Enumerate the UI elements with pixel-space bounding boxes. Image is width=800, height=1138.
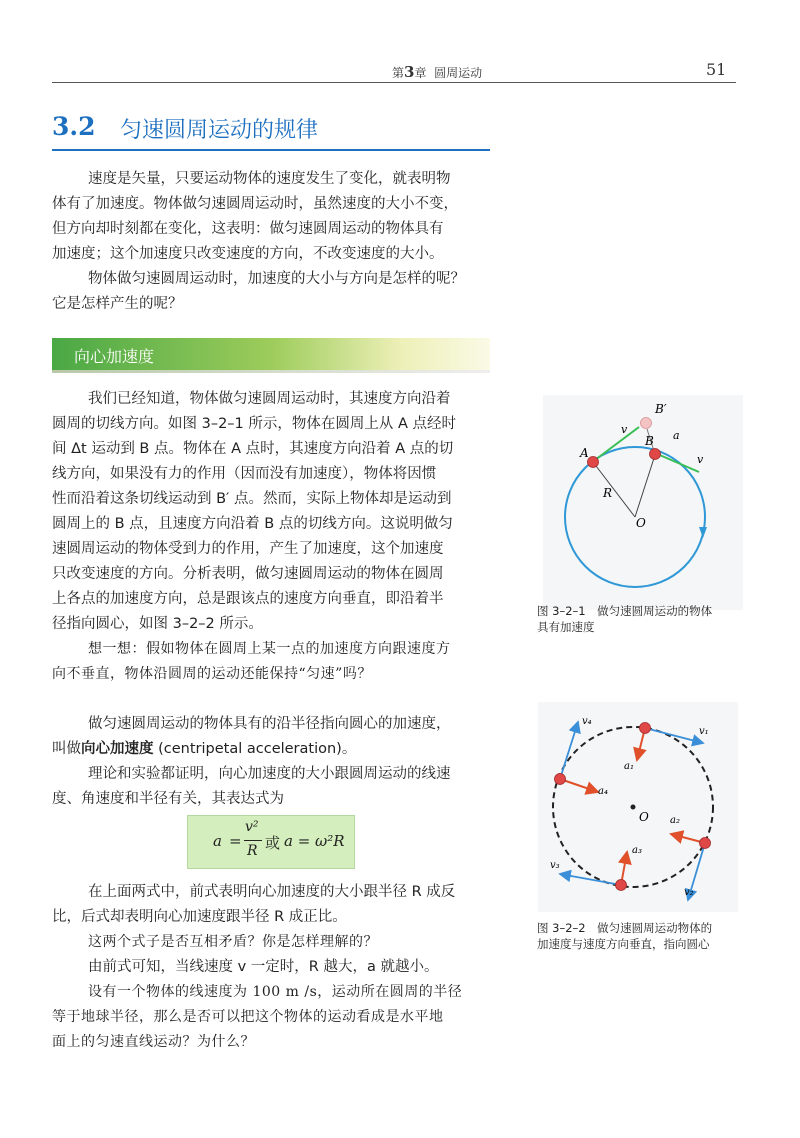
chapter-title: 圆周运动	[434, 66, 483, 80]
question-line: 这两个式子是否互相矛盾？你是怎样理解的？	[88, 934, 378, 950]
definition-line: 做匀速圆周运动的物体具有的沿半径指向圆心的加速度，	[88, 716, 451, 732]
question-line: 等于地球半径，那么是否可以把这个物体的运动看成是水平地	[52, 1009, 444, 1025]
definition-suffix: (centripetal acceleration)。	[153, 741, 357, 757]
formula-numerator: v²	[245, 819, 259, 835]
label-vB: v	[697, 453, 704, 466]
point-B-ball	[650, 449, 661, 460]
section-title: 匀速圆周运动的规律	[120, 118, 319, 143]
theory-line: 度、角速度和半径有关，其表达式为	[52, 791, 284, 807]
body-line: 线方向，如果没有力的作用（因而没有加速度），物体将因惯	[52, 466, 437, 482]
label-a2: a₂	[670, 815, 680, 826]
label-A: A	[580, 446, 589, 460]
section-number: 3.2	[52, 112, 96, 141]
intro-line: 体有了加速度。物体做匀速圆周运动时，虽然速度的大小不变，	[52, 196, 458, 212]
question-line: 设有一个物体的线速度为 100 m /s，运动所在圆周的半径	[88, 984, 463, 1000]
fraction-bar	[244, 840, 262, 841]
label-a4: a₄	[598, 786, 608, 797]
intro-line: 它是怎样产生的呢？	[52, 296, 183, 312]
label-a: a	[673, 429, 680, 442]
question-line: 面上的匀速直线运动？为什么？	[52, 1034, 255, 1050]
formula-eq: =	[229, 832, 242, 850]
intro-line: 速度是矢量，只要运动物体的速度发生了变化，就表明物	[88, 171, 451, 187]
formula-box	[187, 815, 355, 869]
body-line: 我们已经知道，物体做匀速圆周运动时，其速度方向沿着	[88, 391, 451, 407]
center-dot	[631, 805, 636, 810]
point-Bprime-ball	[641, 418, 652, 429]
definition-prefix: 叫做	[52, 741, 81, 757]
label-v2: v₂	[684, 887, 694, 898]
point-A-ball	[588, 457, 599, 468]
label-O: O	[639, 810, 649, 824]
chapter-suffix: 章	[414, 66, 427, 80]
ball-3	[616, 880, 627, 891]
ball-1	[640, 723, 651, 734]
body-line: 间 Δt 运动到 B 点。物体在 A 点时，其速度方向沿着 A 点的切	[52, 441, 454, 457]
body-line: 圆周的切线方向。如图 3–2–1 所示，物体在圆周上从 A 点经时	[52, 416, 457, 432]
body-line: 径指向圆心，如图 3–2–2 所示。	[52, 616, 263, 632]
body-line: 由前式可知，当线速度 v 一定时，R 越大，a 就越小。	[88, 959, 439, 975]
formula-or: 或	[265, 834, 281, 852]
formula-lhs: a	[213, 832, 222, 850]
figure-caption: 加速度与速度方向垂直，指向圆心	[537, 937, 710, 951]
chapter-prefix: 第	[392, 66, 405, 80]
label-v4: v₄	[582, 716, 592, 727]
label-v1: v₁	[699, 726, 709, 737]
figure-caption: 具有加速度	[537, 620, 595, 634]
figure-caption: 图 3–2–1 做匀速圆周运动的物体	[537, 604, 713, 618]
intro-line: 但方向却时刻都在变化，这表明：做匀速圆周运动的物体具有	[52, 221, 444, 237]
after-line: 在上面两式中，前式表明向心加速度的大小跟半径 R 成反	[88, 884, 456, 900]
think-line: 想一想：假如物体在圆周上某一点的加速度方向跟速度方	[88, 641, 451, 657]
body-line: 圆周上的 B 点，且速度方向沿着 B 点的切线方向。这说明做匀	[52, 516, 453, 532]
after-line: 比，后式却表明向心加速度跟半径 R 成正比。	[52, 909, 347, 925]
formula-denominator: R	[247, 843, 258, 859]
label-vA: v	[621, 423, 628, 436]
label-R: R	[603, 486, 613, 500]
definition-line	[52, 737, 356, 762]
body-line: 性而沿着这条切线运动到 B′ 点。然而，实际上物体却是运动到	[52, 491, 452, 507]
label-a3: a₃	[632, 845, 642, 856]
subsection-title: 向心加速度	[74, 347, 155, 366]
body-line: 上各点的加速度方向，总是跟该点的速度方向垂直，即沿着半	[52, 591, 444, 607]
header-rule	[52, 82, 736, 83]
page-number: 51	[706, 60, 727, 79]
formula-rhs: a = ω²R	[284, 832, 345, 850]
label-v3: v₃	[550, 860, 560, 871]
theory-line: 理论和实验都证明，向心加速度的大小跟圆周运动的线速	[88, 766, 451, 782]
body-line: 只改变速度的方向。分析表明，做匀速圆周运动的物体在圆周	[52, 566, 444, 582]
ball-4	[555, 774, 566, 785]
figure-caption: 图 3–2–2 做匀速圆周运动物体的	[537, 921, 713, 935]
label-O: O	[636, 516, 646, 530]
think-line: 向不垂直，物体沿圆周的运动还能保持“匀速”吗？	[52, 666, 372, 682]
intro-line: 加速度；这个加速度只改变速度的方向，不改变速度的大小。	[52, 246, 444, 262]
label-a1: a₁	[624, 761, 634, 772]
label-Bprime: B′	[655, 402, 667, 416]
ball-2	[700, 838, 711, 849]
definition-term: 向心加速度	[81, 741, 154, 757]
figure-3-2-1	[543, 395, 743, 610]
label-B: B	[645, 434, 654, 448]
body-line: 速圆周运动的物体受到力的作用，产生了加速度，这个加速度	[52, 541, 444, 557]
intro-line: 物体做匀速圆周运动时，加速度的大小与方向是怎样的呢？	[88, 271, 465, 287]
figure-3-2-2	[538, 702, 738, 912]
section-rule	[52, 149, 490, 151]
chapter-number: 3	[404, 63, 415, 81]
running-header	[392, 63, 482, 81]
subsection-band-shadow	[52, 370, 490, 373]
